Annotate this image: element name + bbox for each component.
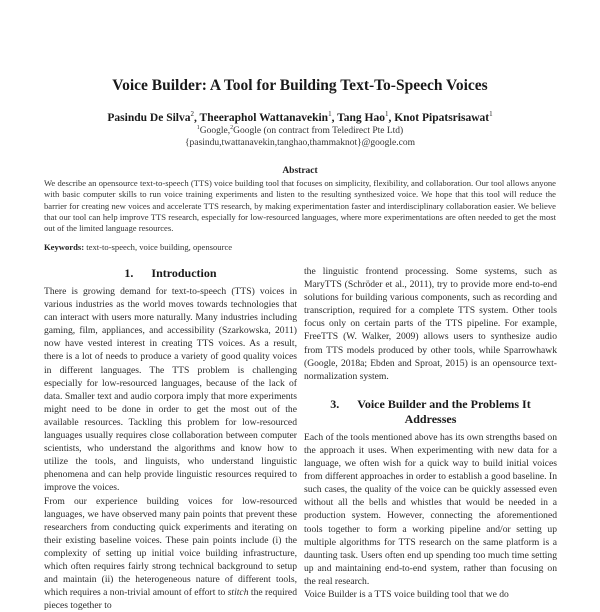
paragraph: Each of the tools mentioned above has its own strengths based on the approach it uses. When experimenting with new data for a language, we often wish for a quick way to build initial voices from different approaches in order to establish a good baseline. In such cases, the quality of the voice can be quickly assessed even without all the bells and whistles that would be needed in a production system. However, connecting the aforementioned tools together to form a working pipeline and/or setting up multiple algorithms for TTS research on the same platform is a daunting task. Users often end up spending too much time setting up and maintaining end-to-end system, rather than focusing on the real research. <box>304 431 557 588</box>
paragraph: the linguistic frontend processing. Some systems, such as MaryTTS (Schröder et al., 2011), try to provide more end-to-end solutions for building various components, such as recording and transcription, required for a complete TTS system. Other tools focus only on certain parts of the TTS pipeline. For example, FreeTTS (W. Walker, 2009) allows users to synthesize audio from TTS models produced by other tools, while Sparrowhawk (Google, 2018a; Ebden and Sproat, 2015) is an opensource text-normalization system. <box>304 265 557 383</box>
affil-sup: 2 <box>230 125 233 131</box>
author-name: Theeraphol Wattanavekin <box>200 112 329 124</box>
section-title: Introduction <box>151 266 216 280</box>
section-number: 1. <box>124 266 133 280</box>
section-title: Voice Builder and the Problems It <box>357 397 530 411</box>
paragraph-text: the required pieces together to <box>44 587 297 611</box>
abstract-heading: Abstract <box>0 166 600 176</box>
author-name: Knot Pipatsrisawat <box>394 112 489 124</box>
keywords-text: text-to-speech, voice building, opensource <box>86 242 232 252</box>
left-column <box>44 266 297 612</box>
author-name: Tang Hao <box>337 112 385 124</box>
keywords <box>44 242 556 252</box>
affiliations <box>0 125 600 136</box>
affil-sup: 1 <box>197 125 200 131</box>
section-heading-introduction <box>44 266 297 281</box>
right-column <box>304 265 557 601</box>
author-affil-sup: 2 <box>190 110 194 118</box>
paper-title: Voice Builder: A Tool for Building Text-To-Speech Voices <box>0 77 600 95</box>
affil-text: Google (on contract from Teledirect Pte Ltd) <box>233 126 403 136</box>
affil-text: Google, <box>200 126 230 136</box>
section-heading-voice-builder <box>304 397 557 427</box>
paragraph-clipped: Voice Builder is a TTS voice building tool that we do <box>304 588 557 601</box>
section-number: 3. <box>330 397 339 411</box>
author-list: Pasindu De Silva$^2$, Theeraphol Wattanavekin$^1$, Tang Hao$^1$, Knot Pipatsrisawat$^1$ <box>0 110 600 124</box>
abstract-text: We describe an opensource text-to-speech (TTS) voice building tool that focuses on simplicity, flexibility, and collaboration. Our tool allows anyone with basic computer skills to run voice training experiments and listen to the resulting synthesized voice. We hope that this tool will reduce the barrier for creating new voices and accelerate TTS research, by making experimentation faster and interdisciplinary collaboration easier. We believe that our tool can help improve TTS research, especially for low-resourced languages, where more experimentations are often needed to get the most out of the limited language resources. <box>44 178 556 234</box>
paragraph-text: From our experience building voices for low-resourced languages, we have observed many pain points that prevent these researchers from conducting quick experiments and iterating on their existing baseline voices. These pain points include (i) the complexity of setting up initial voice building infrastructure, which often requires fairly strong technical background to setup and maintain (ii) the heterogeneous nature of different tools, which requires a non-trivial amount of effort to <box>44 496 297 599</box>
author-affil-sup: 1 <box>489 110 493 118</box>
author-affil-sup: 1 <box>328 110 332 118</box>
paragraph <box>44 495 297 612</box>
emphasis: stitch <box>228 587 249 598</box>
author-emails: {pasindu,twattanavekin,tanghao,thammaknot}@google.com <box>0 138 600 148</box>
author-affil-sup: 1 <box>385 110 389 118</box>
author-name: Pasindu De Silva <box>107 112 190 124</box>
paragraph: There is growing demand for text-to-speech (TTS) voices in various industries as the world moves towards technologies that can interact with users more naturally. Many industries including gaming, film, appliances, and accessibility (Szarkowska, 2011) now have vested interest in creating TTS voices. As a result, there is a lot of needs to produce a variety of good quality voices in different languages. The TTS problem is challenging especially for low-resourced languages, because of the lack of data. Smaller text and audio corpora imply that more experiments might need to be done in order to get the most out of the available resources. Tackling this problem for low-resourced languages usually requires close collaboration between computer scientists, who understand the algorithms and know how to utilize the tools, and linguists, who understand linguistic phenomena and can help provide linguistic resources required to improve the voices. <box>44 285 297 495</box>
keywords-label: Keywords: <box>44 242 84 252</box>
section-title-cont: Addresses <box>405 412 457 426</box>
